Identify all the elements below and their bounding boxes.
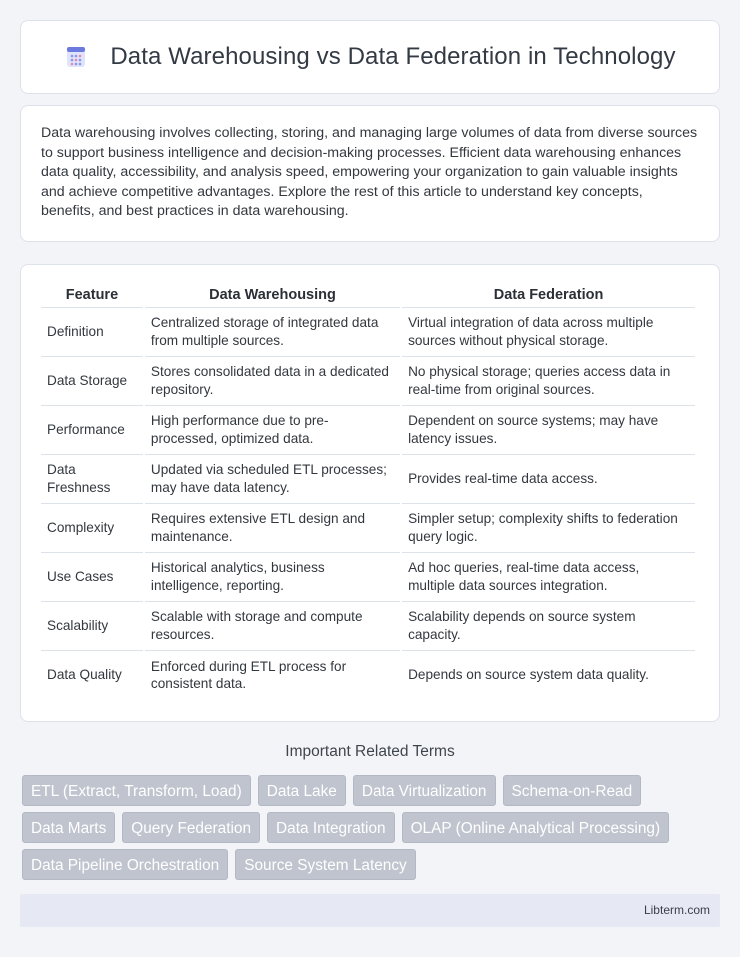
intro-card (20, 105, 720, 242)
table-row (41, 357, 695, 406)
feature-cell: Scalability (41, 602, 143, 651)
footer (20, 894, 720, 927)
feature-cell: Complexity (41, 504, 143, 553)
tag-data-pipeline-orchestration[interactable]: Data Pipeline Orchestration (22, 849, 228, 880)
warehousing-cell: Centralized storage of integrated data from multiple sources. (145, 308, 400, 357)
federation-cell: Provides real-time data access. (402, 455, 695, 504)
table-row (41, 602, 695, 651)
warehousing-cell: Requires extensive ETL design and maintenance. (145, 504, 400, 553)
tag-data-integration[interactable]: Data Integration (267, 812, 395, 843)
federation-cell: Ad hoc queries, real-time data access, multiple data sources integration. (402, 553, 695, 602)
page-title: Data Warehousing vs Data Federation in Technology (110, 43, 676, 70)
feature-cell: Data Quality (47, 667, 122, 683)
table-row (41, 455, 695, 504)
table-row (41, 651, 695, 700)
federation-cell: Virtual integration of data across multiple sources without physical storage. (402, 308, 695, 357)
feature-cell: Data Freshness (41, 455, 143, 504)
table-row (41, 308, 695, 357)
warehousing-cell: Scalable with storage and compute resources. (145, 602, 400, 651)
header-card (20, 20, 720, 94)
intro-text: Data warehousing involves collecting, storing, and managing large volumes of data from diverse sources to support business intelligence and decision-making processes. Efficient data warehousing enhances data quality, accessibility, and analysis speed, empowering your organization to gain valuable insights and achieve competitive advantages. Explore the rest of this article to understand key concepts, benefits, and best practices in data warehousing. (41, 125, 698, 220)
warehousing-cell: Enforced during ETL process for consistent data. (150, 658, 347, 691)
federation-cell: Depends on source system data quality. (408, 667, 649, 683)
tag-source-system-latency[interactable]: Source System Latency (235, 849, 416, 880)
tag-schema-on-read[interactable]: Schema-on-Read (503, 775, 642, 806)
table-row (41, 504, 695, 553)
warehousing-cell: High performance due to pre-processed, optimized data. (145, 406, 400, 455)
tag-etl[interactable]: ETL (Extract, Transform, Load) (22, 775, 251, 806)
feature-cell: Data Storage (41, 357, 143, 406)
warehousing-cell: Updated via scheduled ETL processes; may have data latency. (145, 455, 400, 504)
feature-cell: Definition (41, 308, 143, 357)
federation-cell: Simpler setup; complexity shifts to federation query logic. (402, 504, 695, 553)
warehousing-cell: Stores consolidated data in a dedicated repository. (145, 357, 400, 406)
tag-data-lake[interactable]: Data Lake (258, 775, 346, 806)
document-list-icon (64, 45, 88, 69)
comparison-table-card (20, 264, 720, 722)
related-terms-title: Important Related Terms (285, 743, 455, 760)
header-data-warehousing: Data Warehousing (145, 285, 400, 308)
federation-cell: No physical storage; queries access data in real-time from original sources. (402, 357, 695, 406)
table-header-row (41, 285, 695, 308)
feature-cell: Performance (41, 406, 143, 455)
federation-cell: Scalability depends on source system capacity. (402, 602, 695, 651)
footer-site-link[interactable]: Libterm.com (643, 903, 710, 917)
tag-olap[interactable]: OLAP (Online Analytical Processing) (402, 812, 670, 843)
tag-query-federation[interactable]: Query Federation (122, 812, 260, 843)
tag-data-virtualization[interactable]: Data Virtualization (353, 775, 496, 806)
related-terms-tags (22, 775, 722, 886)
warehousing-cell: Historical analytics, business intelligence, reporting. (145, 553, 400, 602)
table-row (41, 553, 695, 602)
header-data-federation: Data Federation (402, 285, 695, 308)
tag-data-marts[interactable]: Data Marts (22, 812, 115, 843)
header-feature: Feature (41, 285, 143, 308)
table-row (41, 406, 695, 455)
feature-cell: Use Cases (41, 553, 143, 602)
comparison-table (39, 285, 697, 700)
federation-cell: Dependent on source systems; may have latency issues. (402, 406, 695, 455)
